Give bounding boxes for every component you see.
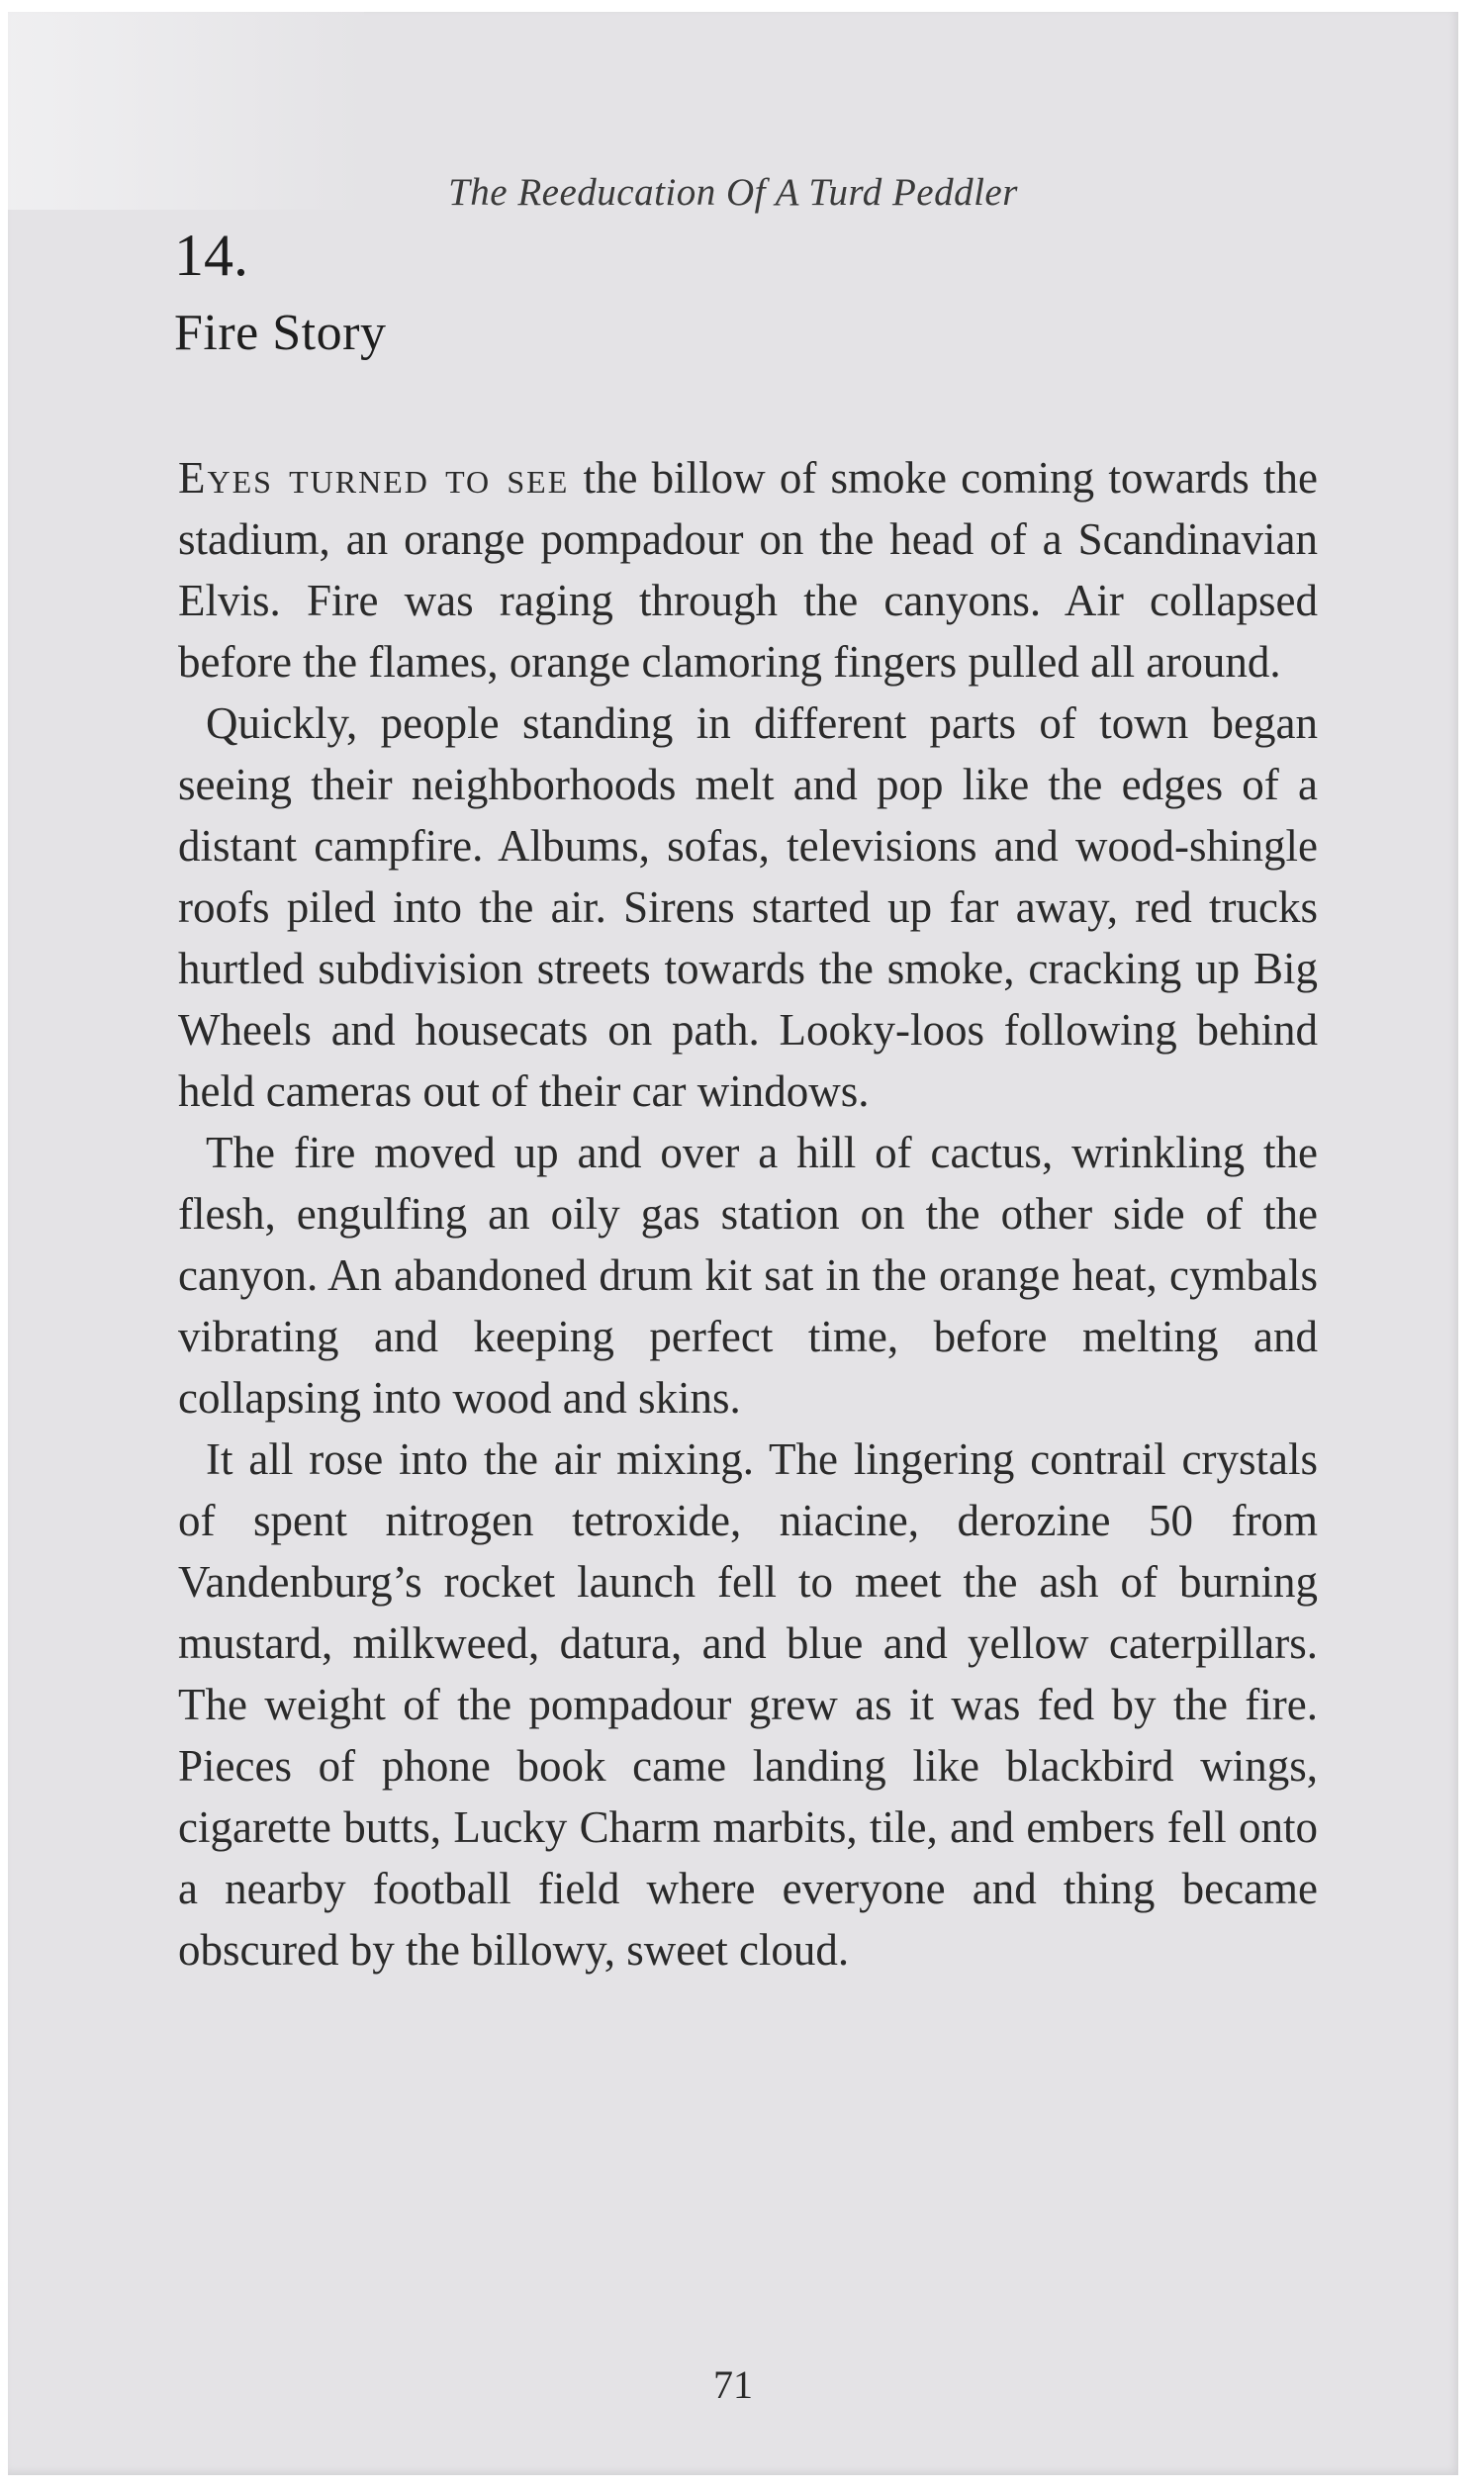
chapter-title: Fire Story [174,305,387,361]
paragraph-1 [178,447,1318,692]
page-number: 71 [713,2362,753,2407]
paragraph-lead-in: Eyes turned to see [178,453,570,503]
paragraph-3: The fire moved up and over a hill of cactus, wrinkling the flesh, engulfing an oily gas station on the other side of the canyon. An abandoned drum kit sat in the orange heat, cymbals vibrating and keeping perfect time, before melting and collapsing into wood and skins. [178,1128,1318,1423]
chapter-number: 14. [174,223,248,288]
paragraph-4: It all rose into the air mixing. The lingering contrail crystals of spent nitrogen tetroxide, niacine, derozine 50 from Vandenburg’s rocket launch fell to meet the ash of burning mustard, milkweed, datura, and blue and yellow caterpillars. The weight of the pompadour grew as it was fed by the fire. Pieces of phone book came landing like blackbird wings, cigarette butts, Lucky Charm marbits, tile, and embers fell onto a nearby football field where everyone and thing became obscured by the billowy, sweet cloud. [178,1434,1318,1975]
paragraph-2: Quickly, people standing in different parts of town began seeing their neighborhoods melt and pop like the edges of a distant campfire. Albums, sofas, televisions and wood-shingle roofs piled into the air. Sirens started up far away, red trucks hurtled subdivision streets towards the smoke, cracking up Big Wheels and housecats on path. Looky-loos following behind held cameras out of their car windows. [178,698,1318,1116]
chapter-body [178,447,1318,1981]
book-page [8,12,1458,2475]
paragraph-1-text: the billow of smoke coming towards the stadium, an orange pompadour on the head of a Scandinavian Elvis. Fire was raging through the canyons. Air collapsed before the flames, orange clamoring fingers pulled all around. [178,453,1318,687]
running-head: The Reeducation Of A Turd Peddler [448,171,1018,214]
